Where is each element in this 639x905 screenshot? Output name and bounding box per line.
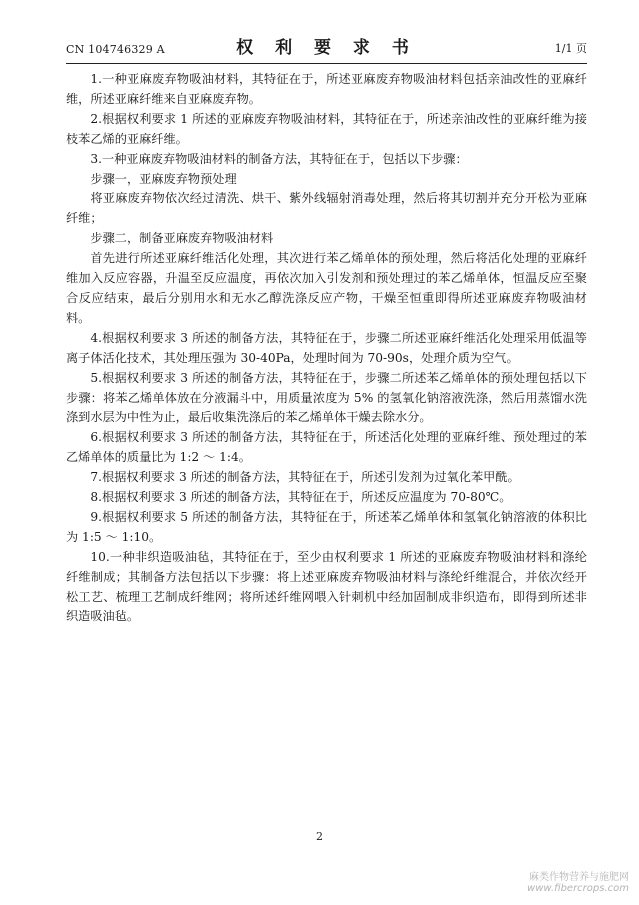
watermark bbox=[527, 872, 629, 894]
claim-9: 9.根据权利要求 5 所述的制备方法，其特征在于，所述苯乙烯单体和氢氧化钠溶液的体积比为 1:5 ～ 1:10。 bbox=[66, 509, 587, 544]
claim-3-step-2-heading: 步骤二，制备亚麻废弃物吸油材料 bbox=[90, 231, 274, 246]
page-header bbox=[66, 34, 587, 64]
claim-6: 6.根据权利要求 3 所述的制备方法，其特征在于，所述活化处理的亚麻纤维、预处理过的苯乙烯单体的质量比为 1:2 ～ 1:4。 bbox=[66, 430, 587, 465]
claim-3-step-1-text: 将亚麻废弃物依次经过清洗、烘干、紫外线辐射消毒处理，然后将其切割并充分开松为亚麻纤维； bbox=[66, 191, 587, 226]
claim-8: 8.根据权利要求 3 所述的制备方法，其特征在于，所述反应温度为 70-80℃。 bbox=[90, 490, 512, 505]
claim-5: 5.根据权利要求 3 所述的制备方法，其特征在于，步骤二所述苯乙烯单体的预处理包括以下步骤：将苯乙烯单体放在分液漏斗中，用质量浓度为 5% 的氢氧化钠溶液洗涤，然后用蒸馏水洗涤到水层为中性为止，最后收集洗涤后的苯乙烯单体干燥去除水分。 bbox=[66, 370, 587, 425]
claim-1: 1.一种亚麻废弃物吸油材料，其特征在于，所述亚麻废弃物吸油材料包括亲油改性的亚麻纤维，所述亚麻纤维来自亚麻废弃物。 bbox=[66, 72, 587, 106]
document-title: 权 利 要 求 书 bbox=[236, 38, 417, 58]
claim-3-step-2-text: 首先进行所述亚麻纤维活化处理，其次进行苯乙烯单体的预处理，然后将活化处理的亚麻纤维加入反应容器，升温至反应温度，再依次加入引发剂和预处理过的苯乙烯单体，恒温反应至聚合反应结束，最后分别用水和无水乙醇洗涤反应产物，干燥至恒重即得所述亚麻废弃物吸油材料。 bbox=[66, 251, 587, 325]
page-number: 2 bbox=[316, 830, 323, 843]
claim-4: 4.根据权利要求 3 所述的制备方法，其特征在于，步骤二所述亚麻纤维活化处理采用低温等离子体活化技术，其处理压强为 30-40Pa，处理时间为 70-90s，处理介质为空气。 bbox=[66, 330, 587, 365]
header-divider bbox=[66, 63, 587, 64]
claim-3-step-1-heading: 步骤一，亚麻废弃物预处理 bbox=[90, 171, 237, 186]
claim-10: 10.一种非织造吸油毡，其特征在于，至少由权利要求 1 所述的亚麻废弃物吸油材料和涤纶纤维制成；其制备方法包括以下步骤：将上述亚麻废弃物吸油材料与涤纶纤维混合，并依次经开松工艺、梳理工艺制成纤维网；将所述纤维网喂入针刺机中经加固制成非织造布，即得到所述非织造吸油毡。 bbox=[66, 549, 587, 624]
claim-7: 7.根据权利要求 3 所述的制备方法，其特征在于，所述引发剂为过氧化苯甲酰。 bbox=[90, 470, 520, 485]
publication-number: CN 104746329 A bbox=[66, 43, 165, 56]
watermark-url: www.fibercrops.com bbox=[527, 883, 629, 894]
claims-body bbox=[66, 70, 587, 627]
claim-3: 3.一种亚麻废弃物吸油材料的制备方法，其特征在于，包括以下步骤： bbox=[90, 151, 468, 166]
watermark-text: 麻类作物营养与施肥网 bbox=[529, 872, 629, 883]
page-indicator: 1/1 页 bbox=[554, 42, 587, 55]
claim-2: 2.根据权利要求 1 所述的亚麻废弃物吸油材料，其特征在于，所述亲油改性的亚麻纤维为接枝苯乙烯的亚麻纤维。 bbox=[66, 111, 587, 146]
